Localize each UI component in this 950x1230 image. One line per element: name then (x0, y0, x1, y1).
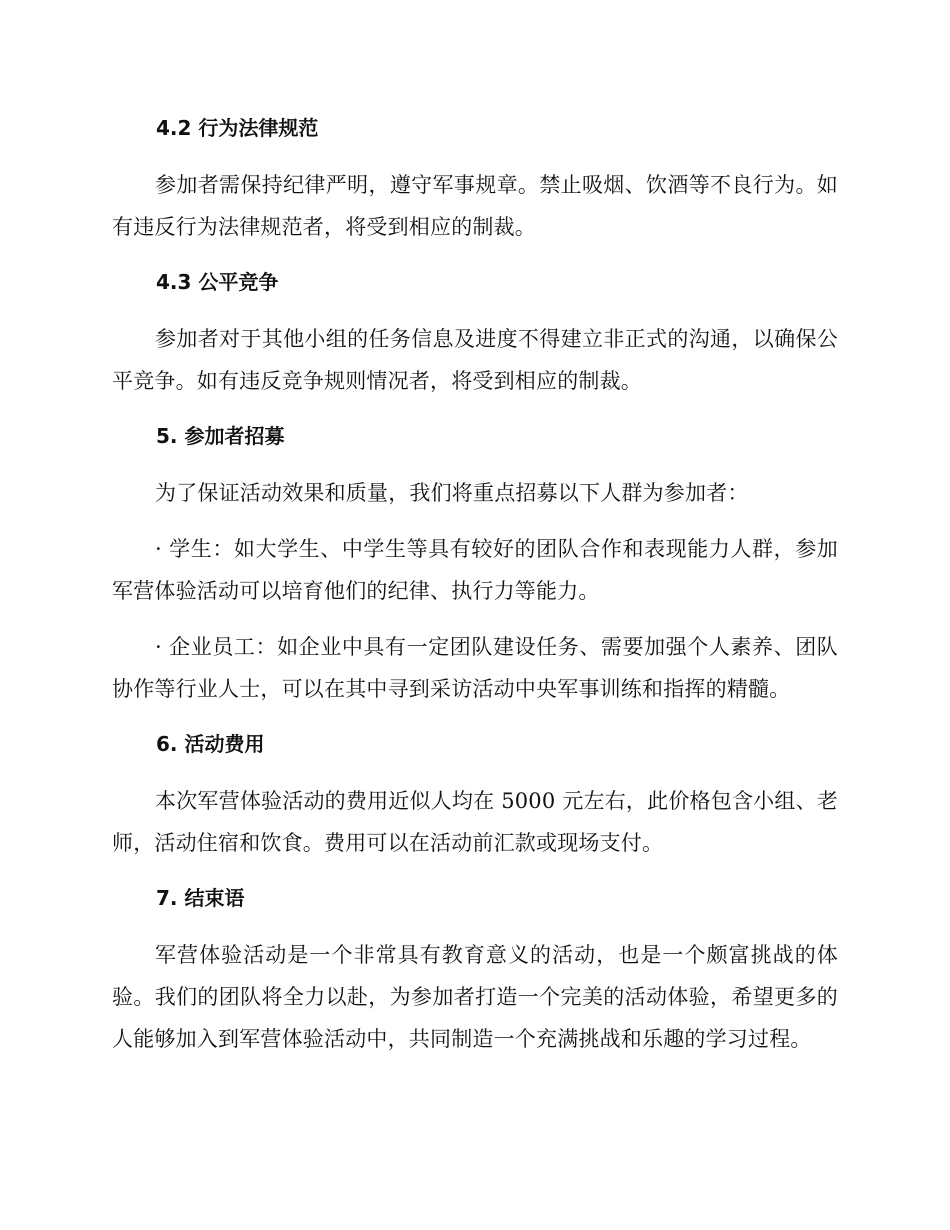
section-heading-4-3: 4.3 公平竞争 (156, 270, 279, 294)
paragraph: 本次军营体验活动的费用近似人均在 5000 元左右，此价格包含小组、老师，活动住宿和饮食。费用可以在活动前汇款或现场支付。 (112, 789, 838, 855)
section-heading-4-2: 4.2 行为法律规范 (156, 116, 319, 140)
bullet-paragraph: · 学生：如大学生、中学生等具有较好的团队合作和表现能力人群，参加军营体验活动可以培育他们的纪律、执行力等能力。 (112, 537, 838, 603)
paragraph: 参加者需保持纪律严明，遵守军事规章。禁止吸烟、饮酒等不良行为。如有违反行为法律规范者，将受到相应的制裁。 (112, 173, 838, 239)
paragraph: 参加者对于其他小组的任务信息及进度不得建立非正式的沟通，以确保公平竞争。如有违反竞争规则情况者，将受到相应的制裁。 (112, 327, 838, 393)
paragraph: 军营体验活动是一个非常具有教育意义的活动，也是一个颇富挑战的体验。我们的团队将全力以赴，为参加者打造一个完美的活动体验，希望更多的人能够加入到军营体验活动中，共同制造一个充满挑战和乐趣的学习过程。 (112, 943, 838, 1051)
bullet-paragraph: · 企业员工：如企业中具有一定团队建设任务、需要加强个人素养、团队协作等行业人士，可以在其中寻到采访活动中央军事训练和指挥的精髓。 (112, 635, 838, 701)
document-body (112, 108, 838, 1074)
section-heading-6: 6. 活动费用 (156, 732, 265, 756)
section-heading-7: 7. 结束语 (156, 886, 245, 910)
section-heading-5: 5. 参加者招募 (156, 424, 285, 448)
paragraph: 为了保证活动效果和质量，我们将重点招募以下人群为参加者： (155, 481, 749, 505)
